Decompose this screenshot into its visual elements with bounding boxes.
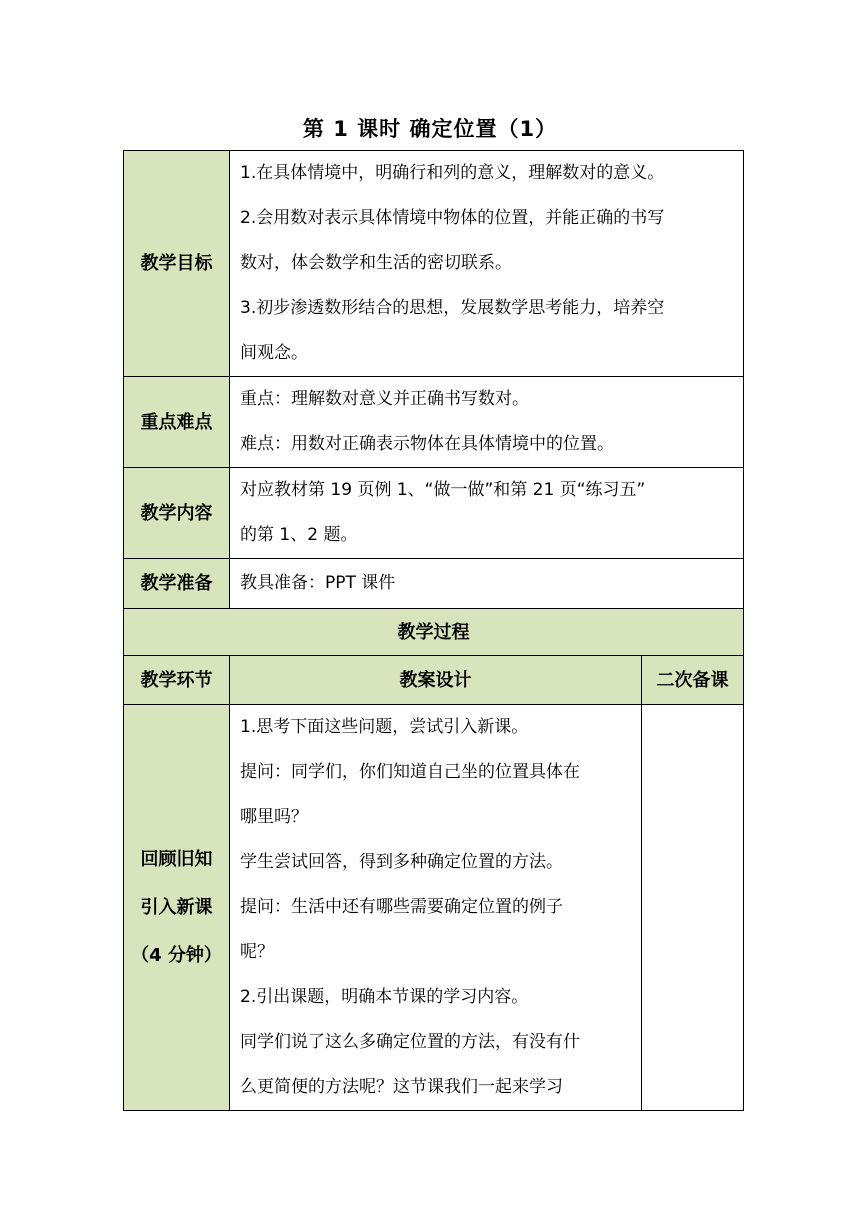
column-design-header: 教案设计 <box>230 656 642 705</box>
content-row <box>124 468 744 559</box>
stage1-line: 呢？ <box>240 942 274 962</box>
objective-line: 2.会用数对表示具体情境中物体的位置，并能正确的书写 <box>240 208 665 228</box>
objective-line: 1.在具体情境中，明确行和列的意义，理解数对的意义。 <box>240 163 665 183</box>
stage1-line: 2.引出课题，明确本节课的学习内容。 <box>240 987 529 1007</box>
stage1-second-prep <box>642 705 744 1111</box>
key-point-line: 重点：理解数对意义并正确书写数对。 <box>240 389 529 409</box>
stage1-line: 同学们说了这么多确定位置的方法，有没有什 <box>240 1032 580 1052</box>
content-content <box>230 468 744 559</box>
objective-line: 间观念。 <box>240 343 308 363</box>
column-second-header: 二次备课 <box>642 656 744 705</box>
stage1-label <box>124 705 230 1111</box>
stage1-label-line: 引入新课 <box>140 896 213 918</box>
stage1-line: 学生尝试回答，得到多种确定位置的方法。 <box>240 852 563 872</box>
process-header-row <box>124 609 744 656</box>
objectives-label: 教学目标 <box>124 151 230 377</box>
objectives-row <box>124 151 744 377</box>
key-points-content <box>230 377 744 468</box>
stage1-row <box>124 705 744 1111</box>
stage1-line: 提问：生活中还有哪些需要确定位置的例子 <box>240 897 563 917</box>
stage1-label-line: 回顾旧知 <box>140 848 213 870</box>
preparation-row <box>124 559 744 609</box>
stage1-design <box>230 705 642 1111</box>
content-line: 对应教材第 19 页例 1、“做一做”和第 21 页“练习五” <box>240 480 646 500</box>
stage1-line: 1.思考下面这些问题，尝试引入新课。 <box>240 717 529 737</box>
stage1-line: 么更简便的方法呢？这节课我们一起来学习 <box>240 1077 563 1097</box>
page-title: 第 1 课时 确定位置（1） <box>302 117 558 141</box>
column-header-row <box>124 656 744 705</box>
key-point-line: 难点：用数对正确表示物体在具体情境中的位置。 <box>240 434 614 454</box>
objectives-content <box>230 151 744 377</box>
objective-line: 3.初步渗透数形结合的思想，发展数学思考能力，培养空 <box>240 298 665 318</box>
objective-line: 数对，体会数学和生活的密切联系。 <box>240 253 512 273</box>
stage1-label-line: （4 分钟） <box>131 944 222 966</box>
key-points-row <box>124 377 744 468</box>
preparation-content: 教具准备：PPT 课件 <box>230 559 744 609</box>
content-line: 的第 1、2 题。 <box>240 525 358 545</box>
lesson-plan-table <box>123 150 744 1111</box>
process-header: 教学过程 <box>124 609 744 656</box>
key-points-label: 重点难点 <box>124 377 230 468</box>
stage1-line: 哪里吗？ <box>240 807 308 827</box>
content-label: 教学内容 <box>124 468 230 559</box>
preparation-label: 教学准备 <box>124 559 230 609</box>
column-stage-header: 教学环节 <box>124 656 230 705</box>
stage1-line: 提问：同学们，你们知道自己坐的位置具体在 <box>240 762 580 782</box>
